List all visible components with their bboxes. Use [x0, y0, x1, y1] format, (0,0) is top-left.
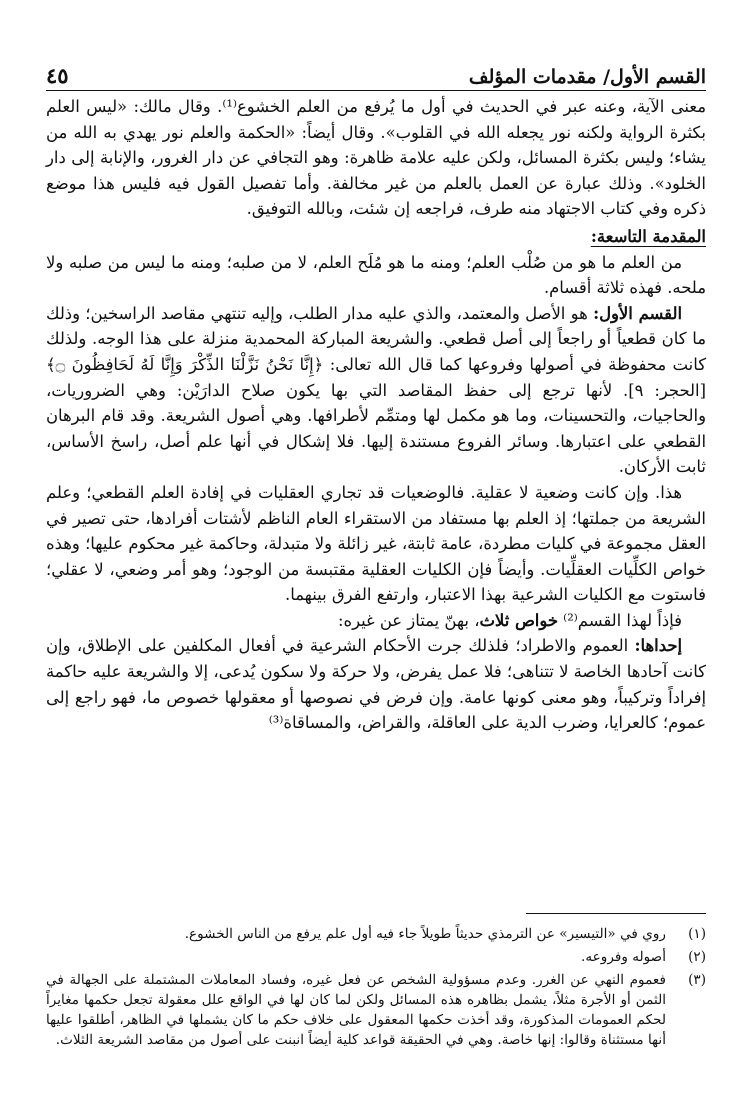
- paragraph-5-post: ، بهنّ يمتاز عن غيره:: [337, 610, 480, 630]
- paragraph-5-bold: خواص ثلاث: [479, 610, 558, 630]
- paragraph-5-pre: فإذاً لهذا القسم⁽²⁾: [557, 610, 682, 630]
- running-title: القسم الأول/ مقدمات المؤلف: [468, 66, 706, 88]
- footnote-number: (٣): [688, 972, 706, 988]
- footnote-number: (٢): [688, 949, 706, 965]
- footnote-1: [46, 924, 706, 944]
- section-heading: [46, 224, 706, 250]
- footnotes: [46, 924, 706, 1053]
- paragraph-3-lead: القسم الأول:: [593, 303, 682, 323]
- footnote-text: روي في «التيسير» عن الترمذي حديثاً طويلاً جاء فيه أول علم يرفع من الناس الخشوع.: [184, 926, 666, 942]
- paragraph-3-text: هو الأصل والمعتمد، والذي عليه مدار الطلب، وإليه تنتهي مقاصد الراسخين؛ وذلك ما كان قطعياً أو راجعاً إلى أصل قطعي. والشريعة المباركة المحمدية منزلة على هذا الوجه. ولذلك كانت محفوظة في أصولها وفروعها كما قال الله تعالى: ﴿إِنَّا نَحْنُ نَزَّلْنَا الذِّكْرَ وَإِنَّا لَهُ لَحَافِظُونَ ۝﴾ [الحجر: ٩]. لأنها ترجع إلى حفظ المقاصد التي بها يكون صلاح الدارَيْن: وهي الضروريات، والحاجيات، والتحسينات، وما هو مكمل لها ومتمِّم لأطرافها. وهي أصول الشريعة. وقد قام البرهان القطعي على اعتبارها. وسائر الفروع مستندة إليها. فلا إشكال في أنها علم أصل، راسخ الأساس، ثابت الأركان.: [46, 303, 706, 477]
- paragraph-6-text: العموم والاطراد؛ فلذلك جرت الأحكام الشرعية في أفعال المكلفين على الإطلاق، وإن كانت آحادها الخاصة لا تتناهى؛ فلا عمل يفرض، ولا حركة ولا سكون يُدعى، إلا والشريعة عليه حاكمة إفراداً وتركيباً، وهو معنى كونها عامة. وإن فرض في نصوصها أو معقولها خصوص ما، فهو راجع إلى عموم؛ كالعرايا، وضرب الدية على العاقلة، والقراض، والمساقاة⁽³⁾: [46, 636, 706, 733]
- footnote-text: أصوله وفروعه.: [581, 949, 666, 965]
- footnote-number: (١): [688, 926, 706, 942]
- footnote-rule: [526, 913, 706, 914]
- footnote-text: فعموم النهي عن الغرر. وعدم مسؤولية الشخص عن فعل غيره، وفساد المعاملات المشتملة على الجهالة في الثمن أو الأجرة مثلاً، يشمل بظاهره هذه المسائل ولكن لما كان لها في الواقع علل معقولة تجعل حكمها مغايراً لحكم العمومات المذكورة، وقد أخذت حكمها المعقول على خلاف حكم ما كان يشملها في الظاهر، أطلقوا عليها أنها مستثناة وقالوا: إنها خاصة. وهي في الحقيقة قواعد كلية أيضاً انبنت على أصول من مقاصد الشريعة الثلاث.: [46, 972, 666, 1048]
- paragraph-4: هذا. وإن كانت وضعية لا عقلية. فالوضعيات قد تجاري العقليات في إفادة العلم القطعي؛ وعلم الشريعة من جملتها؛ إذ العلم بها مستفاد من الاستقراء العام الناظم لأشتات أفرادها، حتى تصير في العقل مجموعة في كليات مطردة، عامة ثابتة، غير زائلة ولا متبدلة، وحاكمة غير محكوم عليها؛ وهذه خواص الكلِّيات العقلِّيات. وأيضاً فإن الكليات العقلية مقتبسة من الوجود؛ وهو أمر وضعي، لا عقلي؛ فاستوت مع الكليات الشرعية بهذا الاعتبار، وارتفع الفرق بينهما.: [46, 482, 706, 605]
- section-heading-text: المقدمة التاسعة:: [590, 226, 706, 246]
- footnote-3: [46, 970, 706, 1050]
- page-number: ٤٥: [46, 63, 69, 88]
- header-rule: [46, 90, 706, 91]
- paragraph-3: [46, 301, 706, 480]
- paragraph-5: [46, 608, 706, 634]
- paragraph-6: [46, 633, 706, 735]
- main-text: [46, 94, 706, 736]
- footnote-2: [46, 947, 706, 967]
- page-header: [46, 58, 706, 88]
- paragraph-2: من العلم ما هو من صُلْب العلم؛ ومنه ما هو مُلَح العلم، لا من صلبه؛ ومنه ما ليس من صلبه ولا ملحه. فهذه ثلاثة أقسام.: [46, 252, 706, 298]
- paragraph-1: معنى الآية، وعنه عبر في الحديث في أول ما يُرفع من العلم الخشوع⁽¹⁾. وقال مالك: «ليس العلم بكثرة الرواية ولكنه نور يجعله الله في القلوب». وقال أيضاً: «الحكمة والعلم نور يهدي به الله من يشاء؛ وليس بكثرة المسائل، ولكن عليه علامة ظاهرة: وهو التجافي عن دار الغرور، والإنابة إلى دار الخلود». وذلك عبارة عن العمل بالعلم من غير مخالفة. وأما تفصيل القول فيه فليس هذا موضع ذكره وفي كتاب الاجتهاد منه طرف، فراجعه إن شئت، وبالله التوفيق.: [46, 97, 706, 219]
- paragraph-6-lead: إحداها:: [634, 636, 682, 656]
